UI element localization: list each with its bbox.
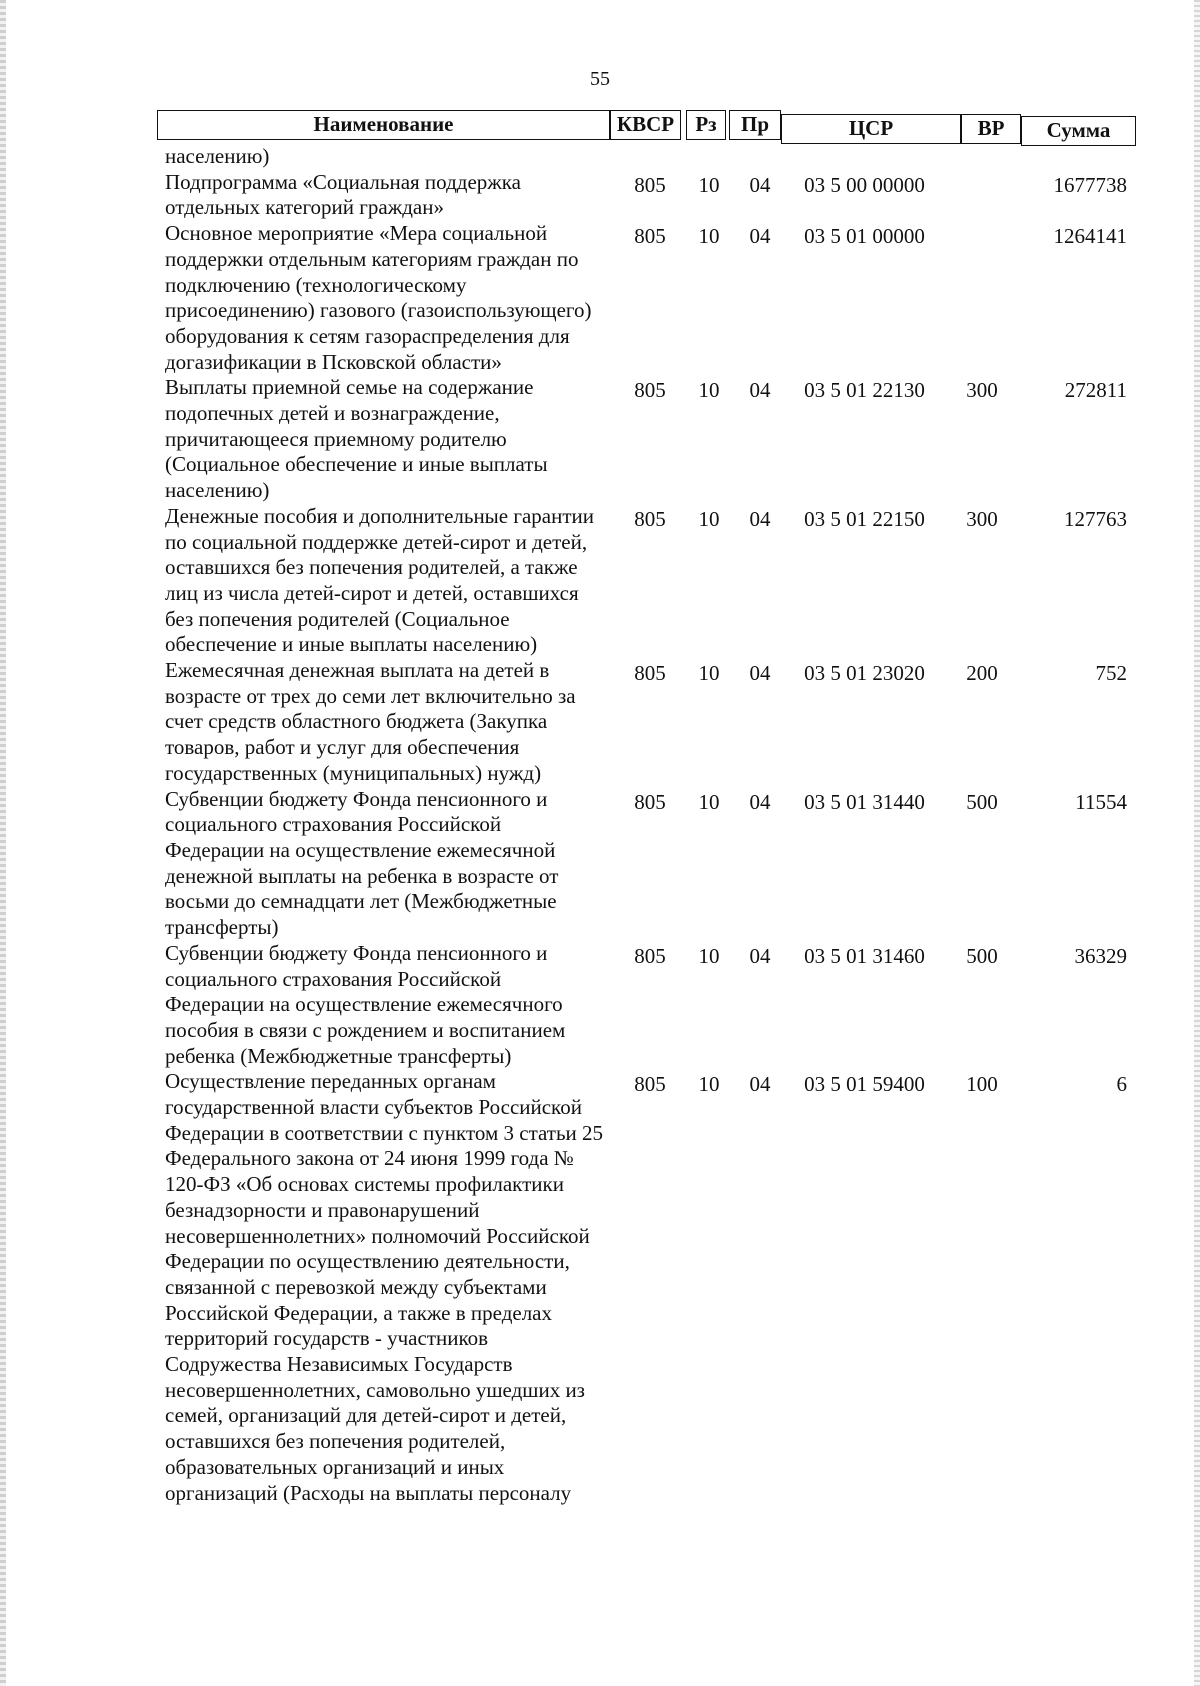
row-name-cell: Выплаты приемной семье на содержание подопечных детей и вознаграждение, причитающееся приемному родителю (Социальное обеспечение и иные выплаты населению) <box>165 375 548 503</box>
row-name-cell: Субвенции бюджету Фонда пенсионного и социального страхования Российской Федерации на осуществление ежемесячного пособия в связи с рождением и воспитанием ребенка (Межбюджетные трансферты) <box>165 940 566 1068</box>
table-header <box>157 110 1136 144</box>
row-csr-cell: 03 5 01 23020 <box>804 661 925 686</box>
row-name-cell: Осуществление переданных органам государственной власти субъектов Российской Федерации в соответствии с пунктом 3 статьи 25 Федерального закона от 24 июня 1999 года № 120-ФЗ «Об основах системы профилактики безнадзорности и правонарушений несовершеннолетних» полномочий Российской Федерации по осуществлению деятельности, связанной с перевозкой между субъектами Российской Федерации, а также в пределах территорий государств - участников Содружества Независимых Государств несовершеннолетних, самовольно ушедших из семей, организаций для детей-сирот и детей, оставшихся без попечения родителей, образовательных организаций и иных организаций (Расходы на выплаты персоналу <box>165 1069 604 1505</box>
row-kvsr-cell: 805 <box>634 661 666 686</box>
row-pr-cell: 04 <box>749 172 771 197</box>
row-kvsr-cell: 805 <box>634 943 666 968</box>
table-row <box>157 1069 1136 1506</box>
row-vr-cell: 300 <box>966 378 998 403</box>
row-sum-cell: 1264141 <box>1053 224 1127 249</box>
header-csr: ЦСР <box>781 114 961 144</box>
row-pr-cell: 04 <box>749 1072 771 1097</box>
row-sum-cell: 1677738 <box>1053 172 1127 197</box>
scan-edge-left <box>0 0 6 1686</box>
header-rz: Рз <box>686 110 726 140</box>
row-name-cell: Денежные пособия и дополнительные гарантии по социальной поддержке детей-сирот и детей, оставшихся без попечения родителей, а также лиц из числа детей-сирот и детей, оставшихся без попечения родителей (Социальное обеспечение и иные выплаты населению) <box>165 503 595 657</box>
row-rz-cell: 10 <box>698 661 720 686</box>
row-pr-cell: 04 <box>749 661 771 686</box>
row-sum-cell: 6 <box>1116 1072 1127 1097</box>
row-pr-cell: 04 <box>749 789 771 814</box>
row-sum-cell: 36329 <box>1074 943 1127 968</box>
table-row <box>157 144 1136 170</box>
header-sum: Сумма <box>1021 116 1136 146</box>
row-rz-cell: 10 <box>698 506 720 531</box>
row-vr-cell: 500 <box>966 789 998 814</box>
row-rz-cell: 10 <box>698 224 720 249</box>
table-row <box>157 658 1136 787</box>
row-vr-cell: 100 <box>966 1072 998 1097</box>
row-kvsr-cell: 805 <box>634 224 666 249</box>
scan-edge-right <box>1194 0 1200 1686</box>
header-name: Наименование <box>157 110 610 140</box>
row-sum-cell: 127763 <box>1064 506 1127 531</box>
row-rz-cell: 10 <box>698 172 720 197</box>
table-row <box>157 787 1136 941</box>
table-row <box>157 221 1136 375</box>
row-name-cell: Основное мероприятие «Мера социальной поддержки отдельным категориям граждан по подключению (технологическому присоединению) газового (газоиспользующего) оборудования к сетям газораспределения для догазификации в Псковской области» <box>165 221 592 374</box>
row-name-cell: Подпрограмма «Социальная поддержка отдельных категорий граждан» <box>165 169 521 220</box>
row-sum-cell: 272811 <box>1064 378 1127 403</box>
row-vr-cell: 200 <box>966 661 998 686</box>
header-pr: Пр <box>729 110 781 140</box>
row-kvsr-cell: 805 <box>634 1072 666 1097</box>
table-row <box>157 375 1136 504</box>
row-rz-cell: 10 <box>698 789 720 814</box>
row-vr-cell: 300 <box>966 506 998 531</box>
row-kvsr-cell: 805 <box>634 789 666 814</box>
row-name-cell: населению) <box>165 144 270 168</box>
row-kvsr-cell: 805 <box>634 172 666 197</box>
row-csr-cell: 03 5 00 00000 <box>804 172 925 197</box>
header-kvsr: КВСР <box>610 110 681 140</box>
row-csr-cell: 03 5 01 31460 <box>804 943 925 968</box>
table-row <box>157 941 1136 1070</box>
row-pr-cell: 04 <box>749 943 771 968</box>
row-sum-cell: 11554 <box>1075 789 1127 814</box>
row-name-cell: Ежемесячная денежная выплата на детей в возрасте от трех до семи лет включительно за счет средств областного бюджета (Закупка товаров, работ и услуг для обеспечения государственных (муниципальных) нужд) <box>165 658 576 785</box>
row-kvsr-cell: 805 <box>634 506 666 531</box>
row-pr-cell: 04 <box>749 378 771 403</box>
table-body <box>157 144 1136 1506</box>
budget-table <box>157 110 1136 1506</box>
table-row <box>157 504 1136 658</box>
row-sum-cell: 752 <box>1095 661 1127 686</box>
table-row <box>157 170 1136 221</box>
row-csr-cell: 03 5 01 31440 <box>804 789 925 814</box>
header-vr: ВР <box>961 114 1021 144</box>
row-csr-cell: 03 5 01 22150 <box>804 506 925 531</box>
row-csr-cell: 03 5 01 59400 <box>804 1072 925 1097</box>
row-rz-cell: 10 <box>698 378 720 403</box>
row-name-cell: Субвенции бюджету Фонда пенсионного и социального страхования Российской Федерации на осуществление ежемесячной денежной выплаты на ребенка в возрасте от восьми до семнадцати лет (Межбюджетные трансферты) <box>165 786 559 940</box>
row-vr-cell: 500 <box>966 943 998 968</box>
page-number: 55 <box>590 68 610 90</box>
row-kvsr-cell: 805 <box>634 378 666 403</box>
row-pr-cell: 04 <box>749 224 771 249</box>
row-rz-cell: 10 <box>698 943 720 968</box>
row-rz-cell: 10 <box>698 1072 720 1097</box>
row-pr-cell: 04 <box>749 506 771 531</box>
row-csr-cell: 03 5 01 00000 <box>804 224 925 249</box>
row-csr-cell: 03 5 01 22130 <box>804 378 925 403</box>
